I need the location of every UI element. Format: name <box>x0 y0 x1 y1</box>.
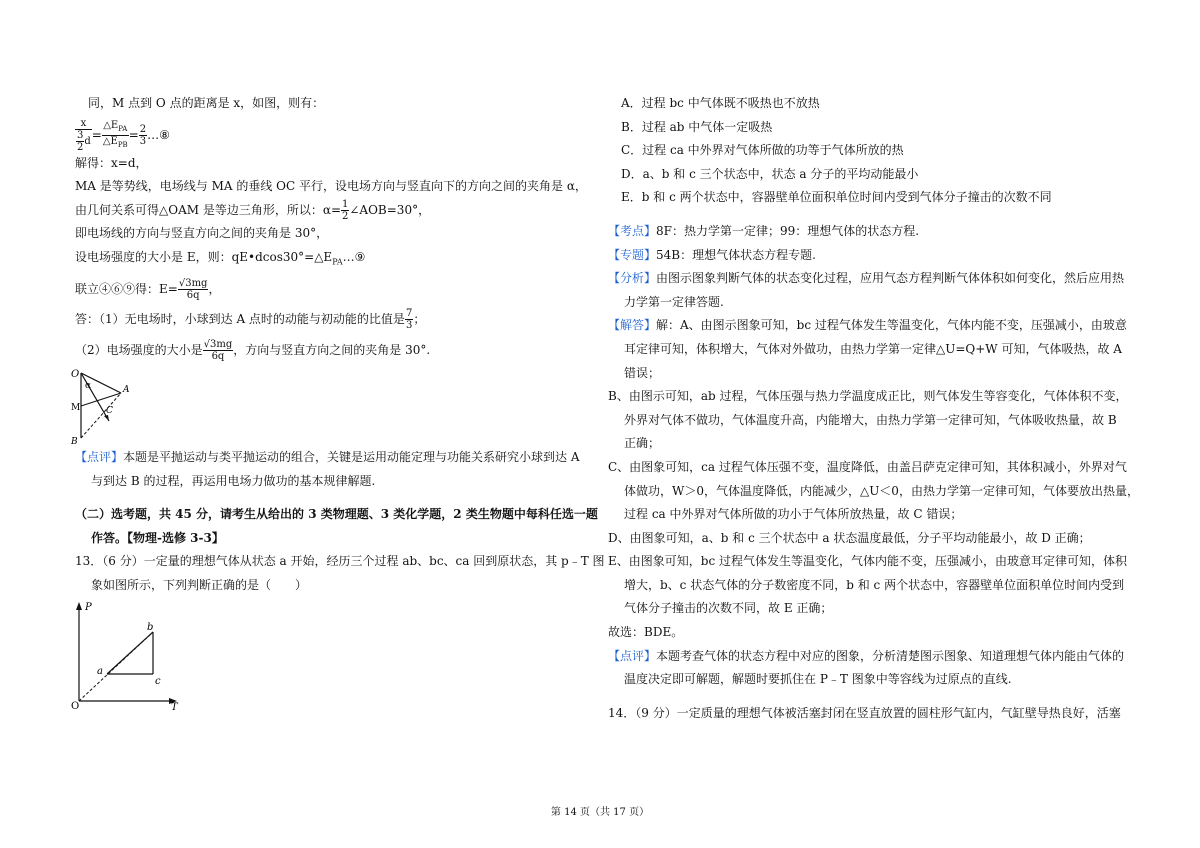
comment-line: 与到达 B 的过程，再运用电场力做功的基本规律解题. <box>91 473 376 488</box>
label-alpha: α <box>85 380 92 391</box>
answer-b-cont: 外界对气体不做功，气体温度升高，内能增大，由热力学第一定律可知，气体吸收热量，故 B <box>624 412 1117 427</box>
text-line: 联立④⑥⑨得：E= $\frac{√3mg}{6q}$ ， <box>75 277 221 301</box>
question-14: 14．（9 分）一定质量的理想气体被活塞封闭在竖直放置的圆柱形气缸内，气缸壁导热良好，活塞 <box>608 705 1121 720</box>
right-column <box>608 92 1139 725</box>
point-a: a <box>97 665 103 677</box>
text-line: MA 是等势线，电场线与 MA 的垂线 OC 平行，设电场方向与竖直向下的方向之间的夹角是 α， <box>75 179 587 194</box>
label-B: B <box>71 436 78 446</box>
option-b: B．过程 ab 中气体一定吸热 <box>621 119 773 134</box>
comment-line: 【点评】本题是平抛运动与类平抛运动的组合，关键是运用动能定理与功能关系研究小球到达 A <box>75 449 580 464</box>
field-diagram <box>71 366 161 446</box>
equation-8: x $\frac{3}{2}$ d = $\frac{\triangle E_{PA}}{\triangle E_{PB}}$ = $\frac{2}{3}$ …⑧ <box>77 117 170 153</box>
answer-e-cont: 增大，b、c 状态气体的分子数密度不同，b 和 c 两个状态中，容器壁单位面积单位时间内受到 <box>624 577 1125 592</box>
text-line: 答：（1）无电场时，小球到达 A 点时的动能与初动能的比值是 $\frac{7}{3}$ ； <box>75 307 426 331</box>
answer-d: D、由图象可知，a、b 和 c 三个状态中 a 状态温度最低，分子平均动能最小，故 D 正确； <box>608 530 1091 545</box>
answer-e-cont: 气体分子撞击的次数不同，故 E 正确； <box>624 601 833 616</box>
dianping: 【点评】本题考查气体的状态方程中对应的图象，分析清楚图示图象、知道理想气体内能由气体的 <box>608 648 1125 663</box>
option-a: A．过程 bc 中气体既不吸热也不放热 <box>621 96 820 110</box>
axis-label-t: T <box>171 701 178 710</box>
fenxi: 【分析】由图示图象判断气体的状态变化过程，应用气态方程判断气体体积如何变化，然后应用热 <box>608 271 1125 286</box>
text-line: 设电场强度的大小是 E，则：$qE•dcos30^\circ=\triangle E_{PA}\dots ⑨$ <box>75 249 366 267</box>
option-e: E．b 和 c 两个状态中，容器壁单位面积单位时间内受到气体分子撞击的次数不同 <box>621 190 1052 205</box>
final-choice: 故选：BDE。 <box>608 625 684 640</box>
dianping-cont: 温度决定即可解题，解题时要抓住在 P﹣T 图象中等容线为过原点的直线. <box>624 672 1012 687</box>
jieda: 【解答】解：A、由图示图象可知，bc 过程气体发生等温变化，气体内能不变，压强减小，由玻意 <box>608 318 1127 333</box>
answer-c: C、由图象可知，ca 过程气体压强不变，温度降低，由盖吕萨克定律可知，其体积减小，外界对气 <box>608 459 1127 474</box>
answer-b: B、由图示可知，ab 过程，气体压强与热力学温度成正比，则气体发生等容变化，气体体积不变， <box>608 389 1128 404</box>
page-footer: 第 14 页（共 17 页） <box>550 807 650 818</box>
answer-c-cont: 过程 ca 中外界对气体所做的功小于气体所放热量，故 C 错误； <box>624 507 963 522</box>
kaodian: 【考点】8F：热力学第一定律；99：理想气体的状态方程. <box>608 223 920 238</box>
label-M: M <box>71 402 81 413</box>
option-d: D．a、b 和 c 三个状态中，状态 a 分子的平均动能最小 <box>621 166 919 181</box>
section-heading: 作答。【物理-选修 3-3】 <box>91 530 224 545</box>
answer-c-cont: 体做功，W＞0，气体温度降低，内能减少，△U＜0，由热力学第一定律可知，气体要放出热量， <box>624 483 1139 498</box>
section-heading: （二）选考题，共 45 分，请考生从给出的 3 类物理题、3 类化学题，2 类生物题中每科任选一题 <box>75 507 598 522</box>
zhuanti: 【专题】54B：理想气体状态方程专题. <box>608 247 816 262</box>
label-O: O <box>71 368 80 380</box>
text-line: 解得：x=d， <box>75 155 148 170</box>
fraction: x $\frac{3}{2}$ d <box>77 117 91 153</box>
fraction: $\frac{\triangle E_{PA}}{\triangle E_{PB}}$ <box>102 119 128 149</box>
fraction: $\frac{2}{3}$ <box>139 123 147 147</box>
answer-e: E、由图象可知，bc 过程气体发生等温变化，气体内能不变，压强减小，由玻意耳定律可知，体积 <box>608 554 1127 569</box>
origin-label: O <box>71 700 80 710</box>
fenxi-cont: 力学第一定律答题. <box>624 294 724 309</box>
label-A: A <box>123 384 130 395</box>
text-line: 由几何关系可得△OAM 是等边三角形，所以：α= $\frac{1}{2}$ ∠AOB=30°， <box>75 198 431 222</box>
jieda-cont: 错误； <box>624 365 661 380</box>
option-c: C．过程 ca 中外界对气体所做的功等于气体所放的热 <box>621 143 904 158</box>
point-b: b <box>147 621 154 633</box>
answer-b-cont: 正确； <box>624 436 661 451</box>
pt-graph <box>71 598 201 710</box>
question-13-line2: 象如图所示，下列判断正确的是（ ） <box>91 577 308 592</box>
text-line: （2）电场强度的大小是 $\frac{√3mg}{6q}$ ，方向与竖直方向之间的夹角是 30°. <box>75 338 431 362</box>
question-13: 13．（6 分）一定量的理想气体从状态 a 开始，经历三个过程 ab、bc、ca 回到原状态，其 p﹣T 图 <box>75 554 605 569</box>
text-line: 同，M 点到 O 点的距离是 x，如图，则有： <box>88 96 325 110</box>
axis-label-p: P <box>85 601 92 613</box>
jieda-cont: 耳定律可知，体积增大，气体对外做功，由热力学第一定律△U=Q+W 可知，气体吸热，故 A <box>624 341 1122 356</box>
left-column <box>71 92 605 710</box>
point-c: c <box>155 675 161 687</box>
text-line: 即电场线的方向与竖直方向之间的夹角是 30°， <box>75 226 329 241</box>
label-C: C <box>106 405 113 416</box>
